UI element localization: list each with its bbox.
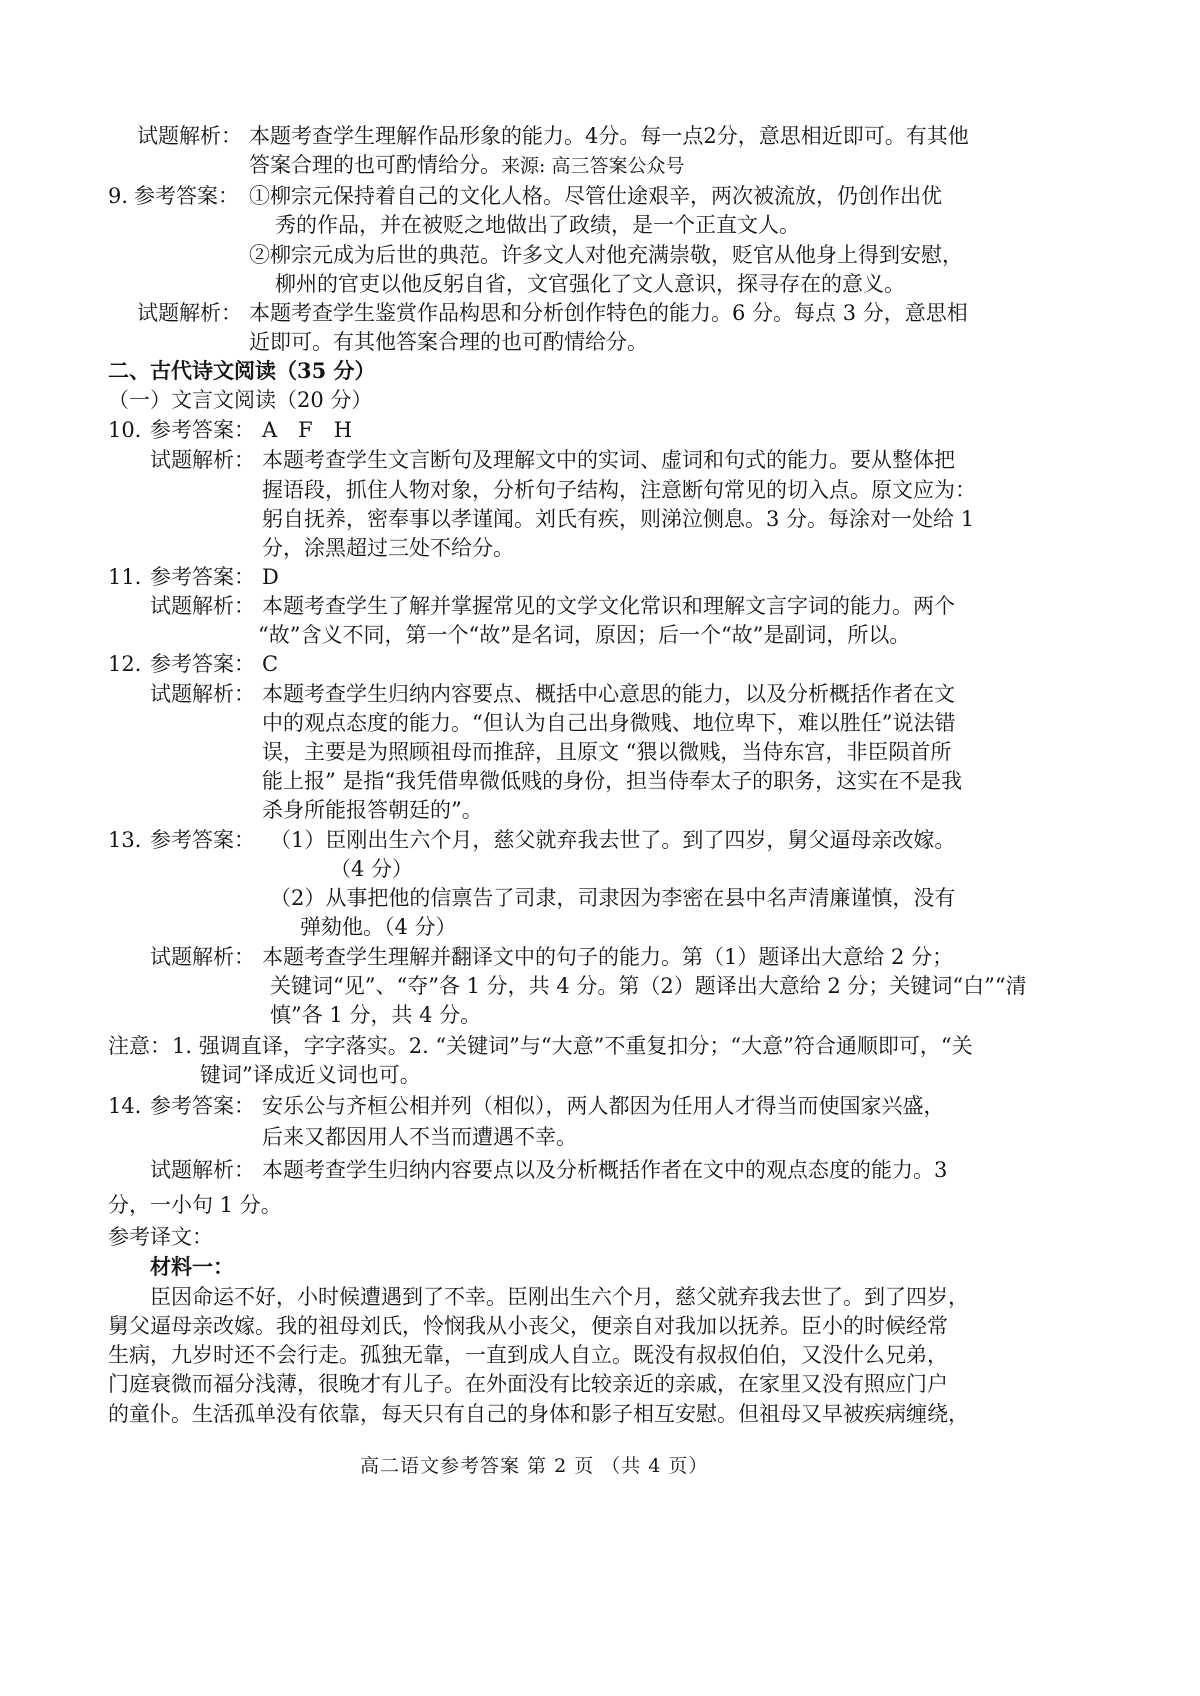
q11-analysis-line: 本题考查学生了解并掌握常见的文学文化常识和理解文言字词的能力。两个 bbox=[262, 594, 955, 618]
q12-analysis-line: 能上报” 是指“我凭借卑微低贱的身份，担当侍奉太子的职务，这实在不是我 bbox=[262, 769, 963, 793]
translation-line: 生病，九岁时还不会行走。孤独无靠，一直到成人自立。既没有叔叔伯伯，又没什么兄弟， bbox=[108, 1343, 948, 1367]
material-label: 材料一： bbox=[150, 1254, 234, 1279]
q12-answer-label: 参考答案： bbox=[150, 652, 255, 676]
q14-answer-label: 参考答案： bbox=[150, 1094, 255, 1118]
q14-analysis-line: 本题考查学生归纳内容要点以及分析概括作者在文中的观点态度的能力。3 bbox=[262, 1158, 948, 1182]
q10-answer: A F H bbox=[262, 418, 353, 442]
q12-analysis-line: 杀身所能报答朝廷的”。 bbox=[262, 798, 483, 822]
q13-analysis-label: 试题解析： bbox=[150, 945, 255, 969]
note-line: 1. 强调直译，字字落实。2. “关键词”与“大意”不重复扣分；“大意”符合通顺即可，“关 bbox=[172, 1034, 973, 1058]
q10-analysis-line: 握语段，抓住人物对象，分析句子结构，注意断句常见的切入点。原文应为： bbox=[262, 478, 976, 502]
translation-label: 参考译文： bbox=[108, 1225, 213, 1249]
q8-analysis-line: 本题考查学生理解作品形象的能力。4分。每一点2分，意思相近即可。有其他 bbox=[249, 124, 969, 148]
q13-analysis-line: 慎”各 1 分，共 4 分。 bbox=[270, 1003, 482, 1027]
translation-line: 门庭衰微而福分浅薄，很晚才有儿子。在外面没有比较亲近的亲戚，在家里又没有照应门户 bbox=[108, 1372, 948, 1396]
q13-answer-line: （2）从事把他的信禀告了司隶，司隶因为李密在县中名声清廉谨慎，没有 bbox=[270, 886, 956, 910]
q14-answer-line: 安乐公与齐桓公相并列（相似），两人都因为任用人才得当而使国家兴盛， bbox=[262, 1094, 945, 1118]
q12-number: 12． bbox=[108, 652, 156, 676]
q9-analysis-line: 近即可。有其他答案合理的也可酌情给分。 bbox=[249, 330, 648, 354]
note-label: 注意： bbox=[108, 1034, 171, 1058]
q9-answer-line: 秀的作品，并在被贬之地做出了政绩，是一个正直文人。 bbox=[275, 213, 800, 237]
q12-analysis-line: 误，主要是为照顾祖母而推辞，且原文 “猥以微贱，当侍东宫，非臣陨首所 bbox=[262, 740, 952, 764]
q12-analysis-label: 试题解析： bbox=[150, 682, 255, 706]
q9-answer-line: 柳州的官吏以他反躬自省，文官强化了文人意识，探寻存在的意义。 bbox=[275, 272, 905, 296]
q13-number: 13． bbox=[108, 828, 156, 852]
q9-number: 9． bbox=[108, 184, 143, 208]
q9-answer-line: ①柳宗元保持着自己的文化人格。尽管仕途艰辛，两次被流放，仍创作出优 bbox=[249, 184, 942, 208]
q10-analysis-line: 躬自抚养，密奉事以孝谨闻。刘氏有疾，则涕泣侧息。3 分。每涂对一处给 1 bbox=[262, 507, 975, 531]
q13-answer-line: （4 分） bbox=[330, 857, 414, 881]
translation-line: 臣因命运不好，小时候遭遇到了不幸。臣刚出生六个月，慈父就弃我去世了。到了四岁， bbox=[150, 1285, 969, 1309]
translation-line: 舅父逼母亲改嫁。我的祖母刘氏，怜悯我从小丧父，便亲自对我加以抚养。臣小的时候经常 bbox=[108, 1314, 948, 1338]
source-note: 来源: 高三答案公众号 bbox=[501, 155, 685, 177]
section-heading: 二、古代诗文阅读（35 分） bbox=[108, 358, 376, 383]
q11-analysis-line: “故”含义不同，第一个“故”是名词，原因；后一个“故”是副词，所以。 bbox=[258, 623, 911, 647]
q14-answer-line: 后来又都因用人不当而遭遇不幸。 bbox=[262, 1125, 577, 1149]
q9-analysis-label: 试题解析： bbox=[137, 301, 242, 325]
q10-analysis-label: 试题解析： bbox=[150, 448, 255, 472]
q14-analysis-label: 试题解析： bbox=[150, 1158, 255, 1182]
q12-analysis-line: 中的观点态度的能力。“但认为自己出身微贱、地位卑下，难以胜任”说法错 bbox=[262, 711, 956, 735]
q10-answer-label: 参考答案： bbox=[150, 418, 255, 442]
section-subheading: （一）文言文阅读（20 分） bbox=[108, 388, 373, 412]
q13-answer-label: 参考答案： bbox=[150, 828, 255, 852]
translation-line: 的童仆。生活孤单没有依靠，每天只有自己的身体和影子相互安慰。但祖母又早被疾病缠绕， bbox=[108, 1402, 969, 1426]
q8-analysis-line-2 bbox=[249, 152, 684, 179]
q13-analysis-line: 关键词“见”、“夺”各 1 分，共 4 分。第（2）题译出大意给 2 分；关键词“白”“清 bbox=[270, 974, 1027, 998]
q13-answer-line: 弹劾他。（4 分） bbox=[300, 915, 457, 939]
q9-answer-line: ②柳宗元成为后世的典范。许多文人对他充满崇敬，贬官从他身上得到安慰， bbox=[249, 243, 963, 267]
q14-analysis-line: 分，一小句 1 分。 bbox=[108, 1193, 282, 1217]
note-line: 键词”译成近义词也可。 bbox=[200, 1063, 421, 1087]
q10-analysis-line: 分，涂黑超过三处不给分。 bbox=[262, 536, 514, 560]
q9-analysis-line: 本题考查学生鉴赏作品构思和分析创作特色的能力。6 分。每点 3 分，意思相 bbox=[249, 301, 968, 325]
q10-number: 10． bbox=[108, 418, 156, 442]
q13-answer-line: （1）臣刚出生六个月，慈父就弃我去世了。到了四岁，舅父逼母亲改嫁。 bbox=[270, 828, 956, 852]
q11-answer: D bbox=[262, 565, 279, 589]
q10-analysis-line: 本题考查学生文言断句及理解文中的实词、虚词和句式的能力。要从整体把 bbox=[262, 448, 955, 472]
q8-analysis-label: 试题解析： bbox=[137, 124, 242, 148]
page-footer: 高二语文参考答案 第 2 页 （共 4 页） bbox=[360, 1455, 709, 1477]
q14-number: 14． bbox=[108, 1094, 156, 1118]
q13-analysis-line: 本题考查学生理解并翻译文中的句子的能力。第（1）题译出大意给 2 分； bbox=[262, 945, 954, 969]
q9-answer-label: 参考答案： bbox=[134, 184, 239, 208]
q12-answer: C bbox=[262, 652, 279, 676]
q8-analysis-text: 答案合理的也可酌情给分。 bbox=[249, 153, 501, 177]
q11-answer-label: 参考答案： bbox=[150, 565, 255, 589]
q12-analysis-line: 本题考查学生归纳内容要点、概括中心意思的能力，以及分析概括作者在文 bbox=[262, 682, 955, 706]
q11-analysis-label: 试题解析： bbox=[150, 594, 255, 618]
q11-number: 11． bbox=[108, 565, 156, 589]
